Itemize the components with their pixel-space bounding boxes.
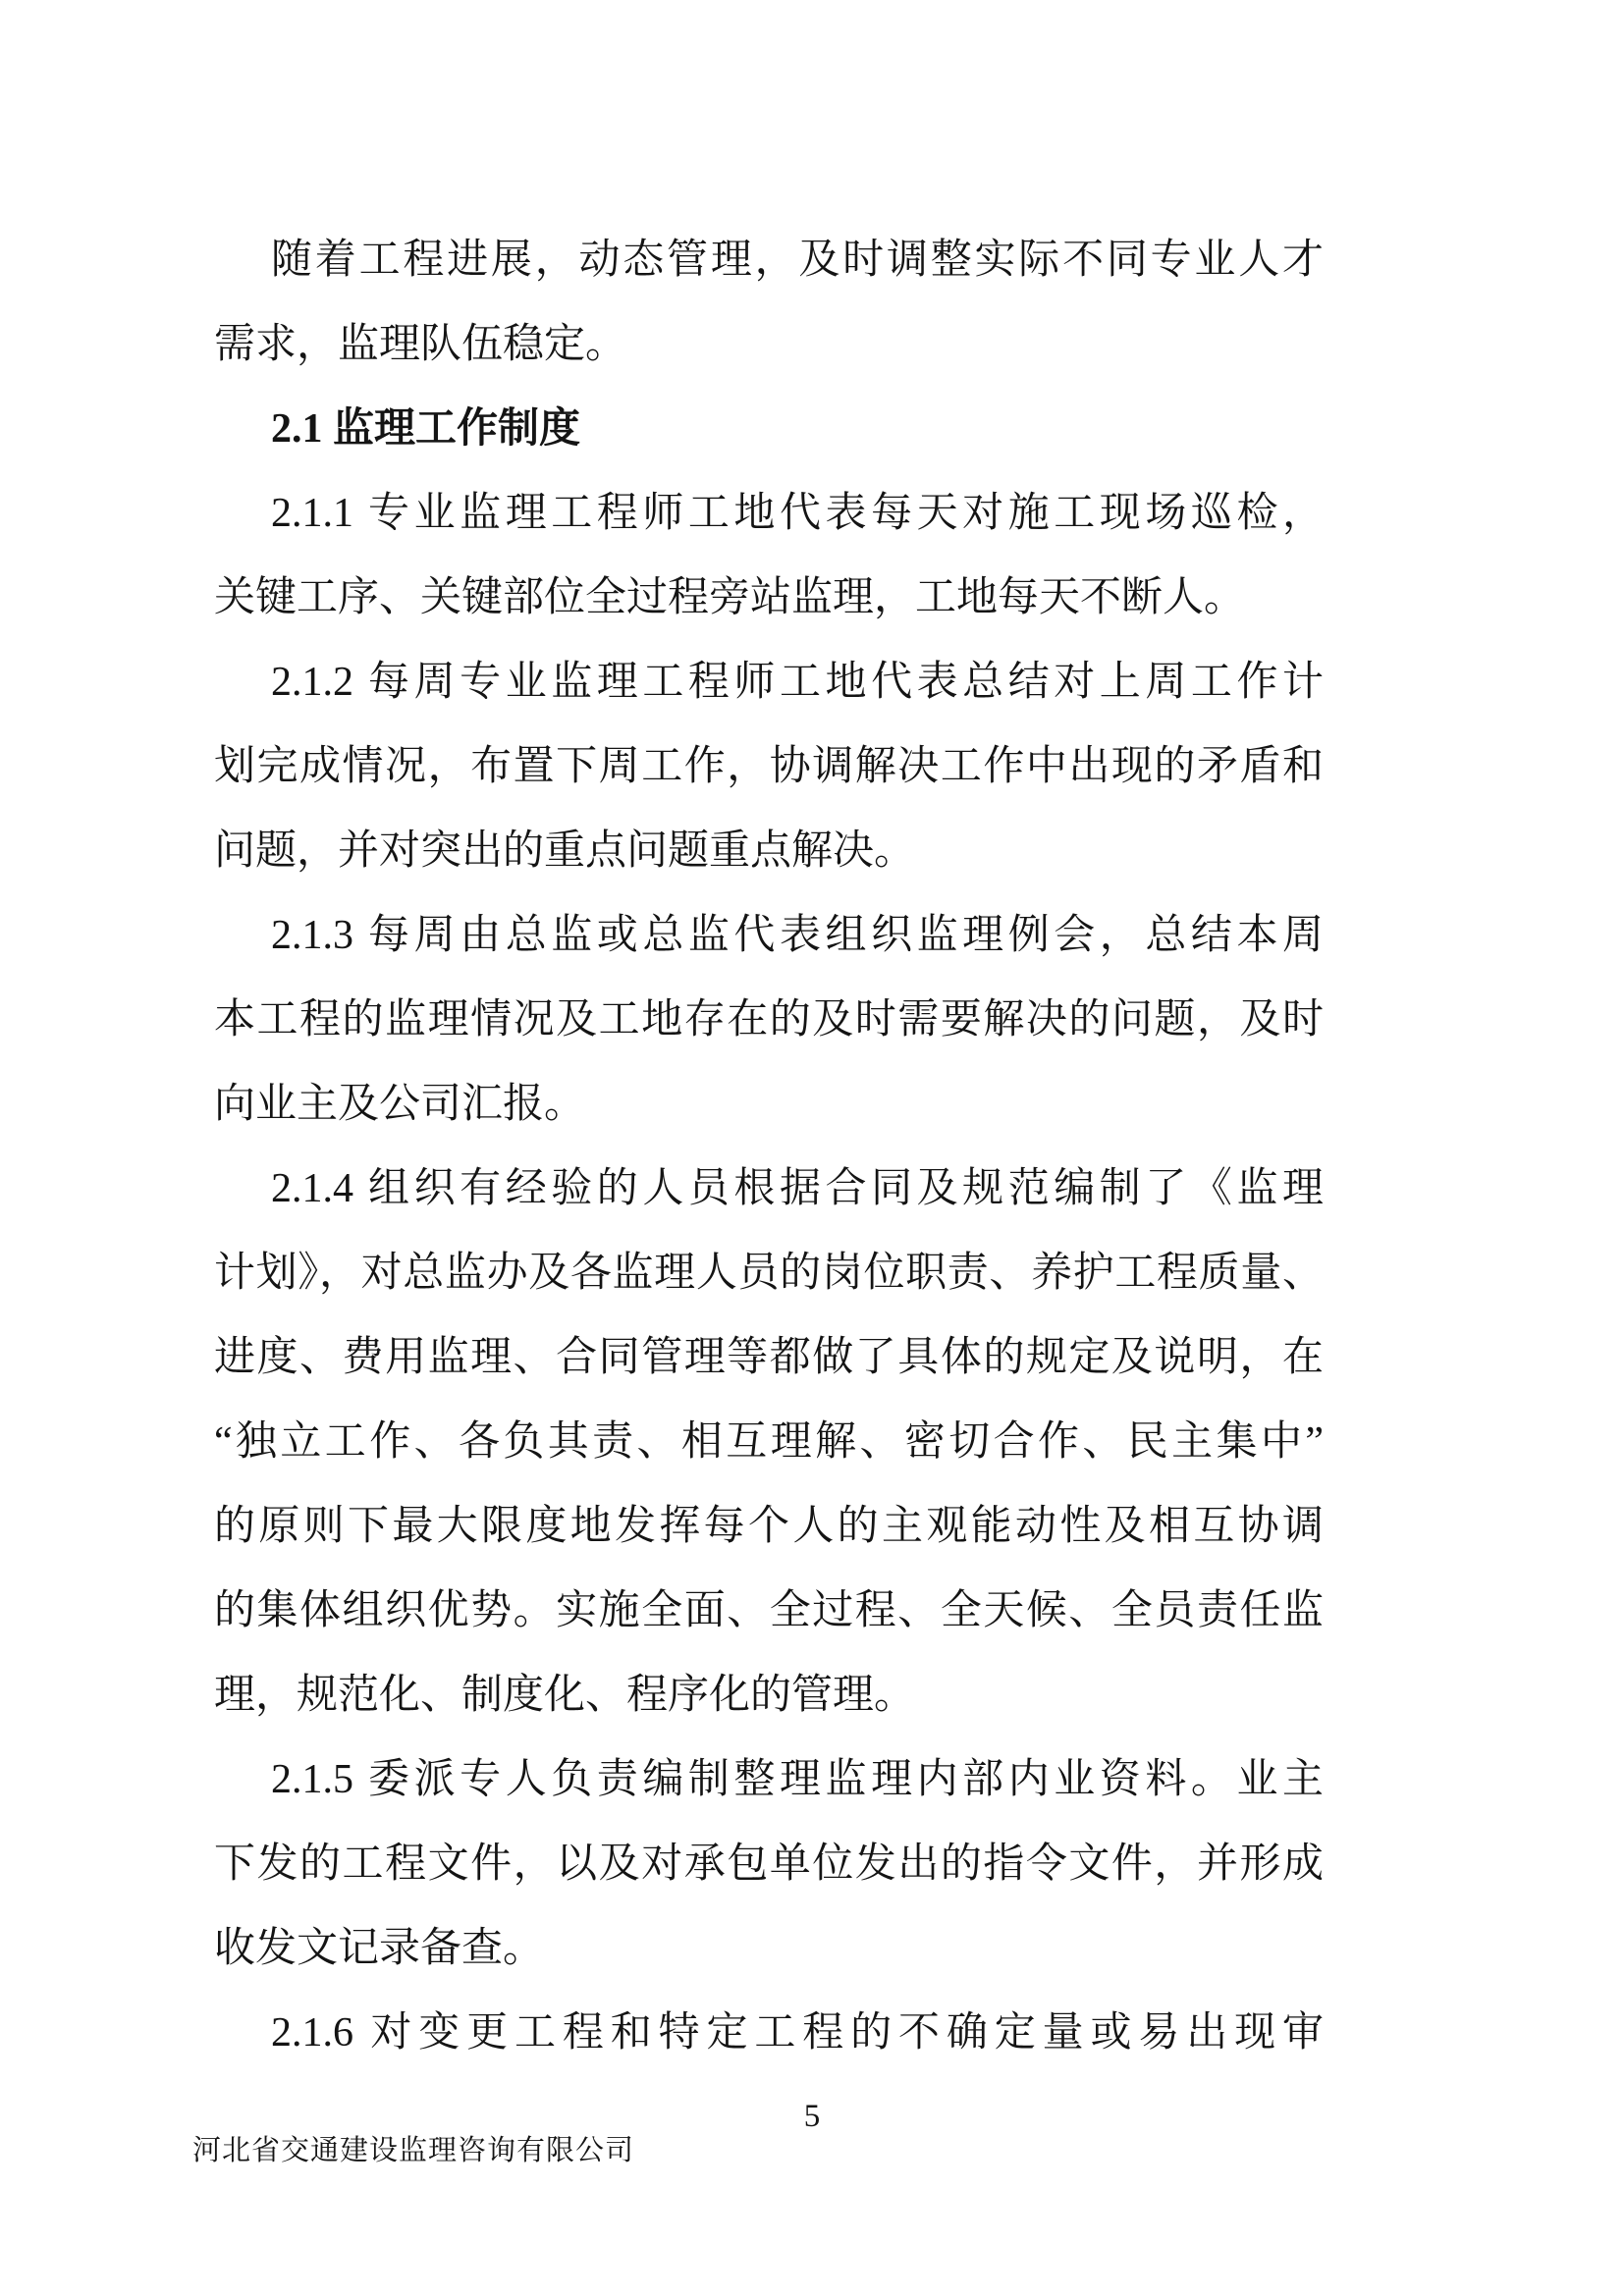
document-body <box>214 218 1324 2075</box>
paragraph-line: 2.1.1 专业监理工程师工地代表每天对施工现场巡检， <box>271 491 1324 536</box>
paragraph-line: 问题，并对突出的重点问题重点解决。 <box>214 828 916 874</box>
paragraph-line: 的集体组织优势。实施全面、全过程、全天候、全员责任监 <box>214 1588 1324 1633</box>
paragraph-line: 下发的工程文件，以及对承包单位发出的指令文件，并形成 <box>214 1842 1324 1887</box>
paragraph-line: 划完成情况，布置下周工作，协调解决工作中出现的矛盾和 <box>214 744 1324 789</box>
paragraph-line: 向业主及公司汇报。 <box>214 1082 586 1127</box>
paragraph-line: 需求，监理队伍稳定。 <box>214 322 627 367</box>
paragraph-line: 2.1.3 每周由总监或总监代表组织监理例会，总结本周 <box>271 913 1324 958</box>
paragraph-line: 进度、费用监理、合同管理等都做了具体的规定及说明，在 <box>214 1335 1324 1380</box>
paragraph-line: 2.1.5 委派专人负责编制整理监理内部内业资料。业主 <box>271 1757 1324 1802</box>
paragraph-line: 的原则下最大限度地发挥每个人的主观能动性及相互协调 <box>214 1504 1324 1549</box>
paragraph-line: 计划》，对总监办及各监理人员的岗位职责、养护工程质量、 <box>214 1251 1324 1296</box>
paragraph-line: 理，规范化、制度化、程序化的管理。 <box>214 1673 916 1718</box>
paragraph-line: 关键工序、关键部位全过程旁站监理，工地每天不断人。 <box>214 575 1246 620</box>
page-number: 5 <box>803 2099 821 2134</box>
footer-company-name: 河北省交通建设监理咨询有限公司 <box>192 2135 635 2166</box>
paragraph-line: 收发文记录备查。 <box>214 1926 545 1971</box>
paragraph-line: 随着工程进展，动态管理，及时调整实际不同专业人才 <box>271 238 1324 283</box>
section-heading: 2.1 监理工作制度 <box>271 406 581 452</box>
paragraph-line: 2.1.2 每周专业监理工程师工地代表总结对上周工作计 <box>271 660 1324 705</box>
paragraph-line: 2.1.6 对变更工程和特定工程的不确定量或易出现审 <box>271 2010 1324 2056</box>
paragraph-line: 2.1.4 组织有经验的人员根据合同及规范编制了《监理 <box>271 1166 1324 1211</box>
paragraph-line: “独立工作、各负其责、相互理解、密切合作、民主集中” <box>214 1419 1324 1465</box>
paragraph-line: 本工程的监理情况及工地存在的及时需要解决的问题，及时 <box>214 997 1324 1042</box>
